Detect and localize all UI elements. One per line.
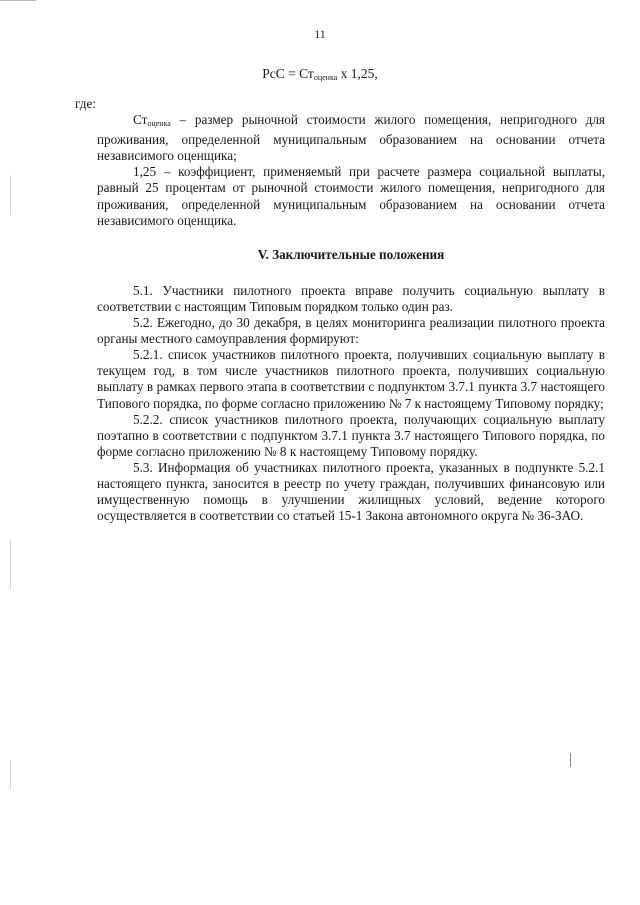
page-number: 11	[314, 27, 326, 41]
definition-text: – размер рыночной стоимости жилого помещения, непригодного для проживания, определенной муниципальным образованием на основании отчета независимого оценщика;	[97, 112, 605, 164]
formula	[0, 66, 640, 82]
paragraph-5-3: 5.3. Информация об участниках пилотного проекта, указанных в подпункте 5.2.1 настоящего пункта, заносится в реестр по учету граждан, получивших финансовую или имущественную помощь в улучшении жилищных условий, ведение которого осуществляется в соответствии со статьей 15-1 Закона автономного округа № 36-ЗАО.	[97, 459, 605, 524]
document-body	[75, 96, 605, 524]
paragraph-5-2-1: 5.2.1. список участников пилотного проекта, получивших социальную выплату в текущем год, в том числе участников пилотного проекта, получивших социальную выплату в рамках первого этапа в соответствии с подпунктом 3.7.1 пункта 3.7 настоящего Типового порядка, по форме согласно приложению № 7 к настоящему Типовому порядку;	[97, 347, 605, 411]
scan-margin-mark	[10, 175, 11, 215]
definition-term: Ст	[133, 112, 148, 128]
where-label: где:	[75, 96, 96, 111]
formula-subscript: оценка	[313, 73, 338, 82]
definition-paragraph	[97, 112, 605, 164]
paragraph-5-2-2: 5.2.2. список участников пилотного проекта, получающих социальную выплату поэтапно в соответствии с подпунктом 3.7.1 пункта 3.7 настоящего Типового порядка, по форме согласно приложению № 8 к настоящему Типовому порядку.	[97, 411, 605, 459]
paragraph-5-1: 5.1. Участники пилотного проекта вправе получить социальную выплату в соответствии с настоящим Типовым порядком только один раз.	[97, 282, 605, 314]
paragraph-5-2: 5.2. Ежегодно, до 30 декабря, в целях мониторинга реализации пилотного проекта органы местного самоуправления формируют:	[97, 315, 605, 347]
formula-lhs: РсС = Ст	[262, 66, 314, 81]
definition-term: 1,25	[133, 164, 157, 180]
scan-edge-line	[0, 0, 36, 1]
section-title: V. Заключительные положения	[257, 246, 445, 262]
definition-subscript: оценка	[147, 119, 171, 129]
definition-text: – коэффициент, применяемый при расчете размера социальной выплаты, равный 25 процентам от рыночной стоимости жилого помещения, непригодного для проживания, определенной муниципальным образованием на основании отчета независимого оценщика.	[97, 164, 605, 228]
definition-paragraph	[97, 164, 605, 228]
formula-rhs: x 1,25,	[337, 66, 378, 81]
scan-margin-mark	[10, 540, 11, 590]
scan-margin-mark	[10, 760, 11, 790]
scan-stray-mark	[570, 753, 571, 767]
